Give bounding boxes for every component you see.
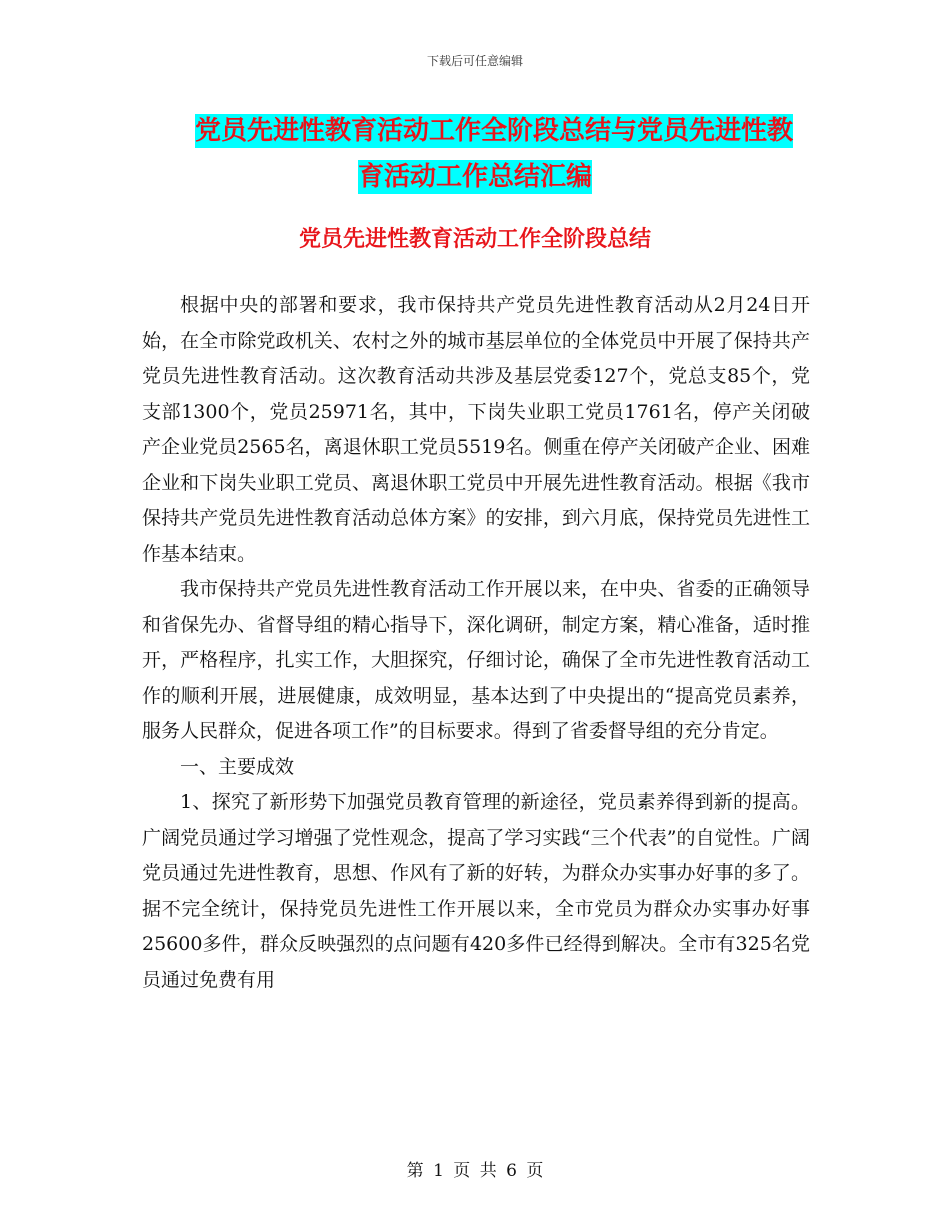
- document-title: [140, 108, 810, 200]
- section-title: 党员先进性教育活动工作全阶段总结: [298, 227, 651, 252]
- paragraph: 我市保持共产党员先进性教育活动工作开展以来，在中央、省委的正确领导和省保先办、省督导组的精心指导下，深化调研，制定方案，精心准备，适时推开，严格程序，扎实工作，大胆探究，仔细讨论，确保了全市先进性教育活动工作的顺利开展，进展健康，成效明显，基本达到了中央提出的“提高党员素养，服务人民群众，促进各项工作”的目标要求。得到了省委督导组的充分肯定。: [142, 578, 810, 742]
- body-text: [142, 288, 810, 998]
- title-line-1: [140, 108, 810, 154]
- section-heading: 一、主要成效: [180, 755, 295, 778]
- title-line-1-text: 党员先进性教育活动工作全阶段总结与党员先进性教: [195, 116, 794, 146]
- title-line-2-text: 育活动工作总结汇编: [357, 162, 592, 192]
- page-footer: 第 1 页 共 6 页: [406, 1161, 544, 1181]
- paragraph: 1、探究了新形势下加强党员教育管理的新途径，党员素养得到新的提高。广阔党员通过学习增强了党性观念，提高了学习实践“三个代表”的自觉性。广阔党员通过先进性教育，思想、作风有了新的好转，为群众办实事办好事的多了。据不完全统计，保持党员先进性工作开展以来，全市党员为群众办实事办好事25600多件，群众反映强烈的点问题有420多件已经得到解决。全市有325名党员通过免费有用: [142, 791, 810, 991]
- header-note: 下载后可任意编辑: [426, 54, 523, 68]
- paragraph: 根据中央的部署和要求，我市保持共产党员先进性教育活动从2月24日开始，在全市除党政机关、农村之外的城市基层单位的全体党员中开展了保持共产党员先进性教育活动。这次教育活动共涉及基层党委127个，党总支85个，党支部1300个，党员25971名，其中，下岗失业职工党员1761名，停产关闭破产企业党员2565名，离退休职工党员5519名。侧重在停产关闭破产企业、困难企业和下岗失业职工党员、离退休职工党员中开展先进性教育活动。根据《我市保持共产党员先进性教育活动总体方案》的安排，到六月底，保持党员先进性工作基本结束。: [142, 294, 810, 565]
- title-line-2: [140, 154, 810, 200]
